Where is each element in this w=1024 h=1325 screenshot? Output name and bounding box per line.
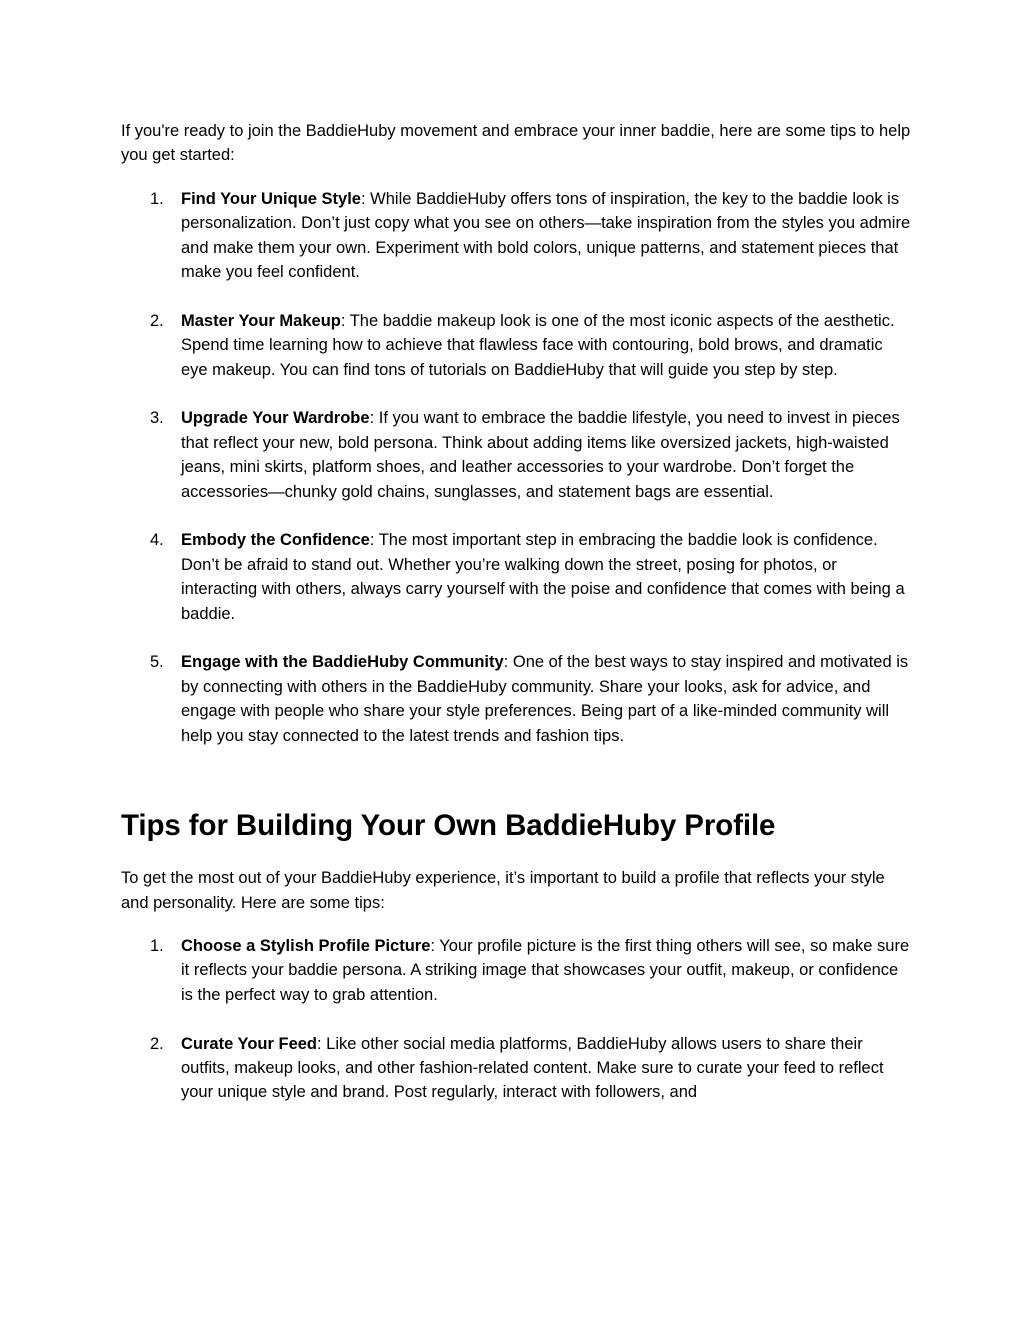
item-title: Curate Your Feed	[181, 1034, 318, 1053]
list-item	[121, 1032, 911, 1105]
list-item	[121, 309, 911, 382]
item-title: Engage with the BaddieHuby Community	[181, 653, 504, 672]
section-heading: Tips for Building Your Own BaddieHuby Profile	[121, 809, 776, 843]
document-page	[121, 119, 911, 1105]
item-title: Upgrade Your Wardrobe	[181, 409, 370, 428]
list-item	[121, 406, 911, 504]
list-number: 3.	[150, 409, 164, 428]
list-number: 4.	[150, 531, 164, 550]
list-item	[121, 650, 911, 748]
item-text: : The baddie makeup look is one of the most iconic aspects of the aesthetic. Spend time learning how to achieve that flawless face with contouring, bold brows, and dramatic eye makeup. You can find tons of tutorials on BaddieHuby that will guide you step by step.	[181, 311, 895, 379]
profile-tips-list	[121, 934, 911, 1105]
item-title: Master Your Makeup	[181, 311, 341, 330]
item-title: Find Your Unique Style	[181, 189, 361, 208]
item-text: : Your profile picture is the first thing others will see, so make sure it reflects your baddie persona. A striking image that showcases your outfit, makeup, or confidence is the perfect way to grab attention.	[181, 936, 910, 1004]
list-number: 5.	[150, 653, 164, 672]
item-text: : One of the best ways to stay inspired and motivated is by connecting with others in the BaddieHuby community. Share your looks, ask for advice, and engage with people who share your style preferences. Being part of a like-minded community will help you stay connected to the latest trends and fashion tips.	[181, 653, 909, 745]
item-text: : Like other social media platforms, BaddieHuby allows users to share their outfits, makeup looks, and other fashion-related content. Make sure to curate your feed to reflect your unique style and brand. Post regularly, interact with followers, and	[181, 1034, 884, 1102]
list-number: 1.	[150, 189, 164, 208]
list-number: 2.	[150, 311, 164, 330]
item-text: : If you want to embrace the baddie lifestyle, you need to invest in pieces that reflect your new, bold persona. Think about adding items like oversized jackets, high-waisted jeans, mini skirts, platform shoes, and leather accessories to your wardrobe. Don’t forget the accessories—chunky gold chains, sunglasses, and statement bags are essential.	[181, 409, 900, 501]
item-title: Embody the Confidence	[181, 531, 370, 550]
list-item	[121, 187, 911, 285]
section-intro-paragraph: To get the most out of your BaddieHuby experience, it’s important to build a profile that reflects your style and personality. Here are some tips:	[121, 869, 885, 912]
list-number: 1.	[150, 936, 164, 955]
list-number: 2.	[150, 1034, 164, 1053]
intro-paragraph: If you're ready to join the BaddieHuby movement and embrace your inner baddie, here are some tips to help you get started:	[121, 122, 911, 165]
list-item	[121, 934, 911, 1007]
item-text: : While BaddieHuby offers tons of inspiration, the key to the baddie look is personalization. Don’t just copy what you see on others—take inspiration from the styles you admire and make them your own. Experiment with bold colors, unique patterns, and statement pieces that make you feel confident.	[181, 189, 911, 282]
item-title: Choose a Stylish Profile Picture	[181, 936, 431, 955]
item-text: : The most important step in embracing the baddie look is confidence. Don’t be afraid to stand out. Whether you’re walking down the street, posing for photos, or interacting with others, always carry yourself with the poise and confidence that comes with being a baddie.	[181, 531, 905, 623]
list-item	[121, 528, 911, 626]
getting-started-list	[121, 187, 911, 748]
